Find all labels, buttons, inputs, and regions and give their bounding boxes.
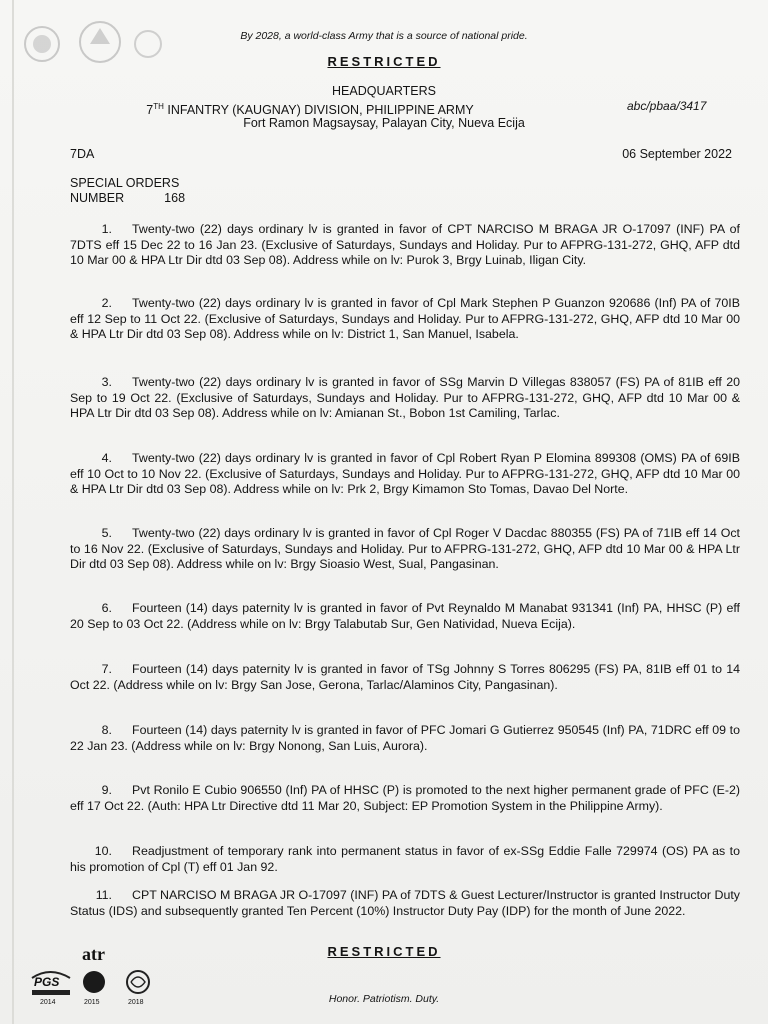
paragraph-text: Readjustment of temporary rank into permanent status in favor of ex-SSg Eddie Falle 729974 (OS) PA as to his promotion of Cpl (T) eff 01 Jan 92.: [70, 844, 740, 874]
paragraph-number: 1.: [101, 222, 112, 236]
reference-code: abc/pbaa/3417: [627, 99, 707, 113]
atr-logo-text: atr: [82, 944, 105, 964]
number-label: NUMBER: [70, 191, 125, 205]
order-paragraph: [70, 601, 740, 632]
restricted-top: RESTRICTED: [327, 54, 441, 69]
order-paragraph: [70, 723, 740, 754]
division-name: INFANTRY (KAUGNAY) DIVISION, PHILIPPINE ARMY: [163, 103, 474, 118]
order-paragraph: [70, 375, 740, 422]
order-paragraph: [70, 844, 740, 875]
paragraph-number: 8.: [101, 723, 112, 737]
paragraph-number: 3.: [101, 375, 112, 389]
paragraph-number: 10.: [94, 844, 112, 858]
paragraph-number: 5.: [101, 526, 112, 540]
paragraph-number: 4.: [101, 451, 112, 465]
paragraph-number: 11.: [95, 888, 112, 902]
paragraph-text: Pvt Ronilo E Cubio 906550 (Inf) PA of HHSC (P) is promoted to the next higher permanent grade of PFC (E-2) eff 17 Oct 22. (Auth: HPA Ltr Directive dtd 11 Mar 20, Subject: EP Promotion System in the Philippine Army).: [70, 783, 740, 813]
order-paragraph: [70, 662, 740, 693]
paragraph-text: Twenty-two (22) days ordinary lv is granted in favor of Cpl Mark Stephen P Guanzon 920686 (Inf) PA of 70IB eff 12 Sep to 11 Oct 22. (Exclusive of Saturdays, Sundays and Holiday. Pur to AFPRG-131-272, GHQ, AFP dtd 10 Mar 00 & HPA Ltr Dir dtd 03 Sep 08). Address while on lv: District 1, San Manuel, Isabela.: [70, 296, 740, 342]
pgs-logo-year: 2014: [40, 999, 56, 1006]
iso-logo-year: 2018: [128, 999, 144, 1006]
document-date: 06 September 2022: [622, 147, 732, 161]
paragraph-text: Fourteen (14) days paternity lv is granted in favor of TSg Johnny S Torres 806295 (FS) PA, 81IB eff 01 to 14 Oct 22. (Address while on lv: Brgy San Jose, Gerona, Tarlac/Alaminos City, Pangasinan).: [70, 662, 740, 692]
restricted-bottom: RESTRICTED: [327, 944, 441, 959]
order-paragraph: [70, 888, 740, 919]
paragraph-text: Twenty-two (22) days ordinary lv is granted in favor of SSg Marvin D Villegas 838057 (FS) PA of 81IB eff 20 Sep to 19 Oct 22. (Exclusive of Saturdays, Sundays and Holiday. Pur to AFPRG-131-272, GHQ, AFP dtd 10 Mar 00 & HPA Ltr Dir dtd 03 Sep 08). Address while on lv: Amianan St., Bobon 1st Camiling, Tarlac.: [70, 375, 740, 421]
paragraph-text: Fourteen (14) days paternity lv is granted in favor of PFC Jomari G Gutierrez 950545 (Inf) PA, 71DRC eff 09 to 22 Jan 23. (Address while on lv: Brgy Nonong, San Luis, Aurora).: [70, 723, 740, 753]
hq-heading: HEADQUARTERS: [332, 84, 436, 98]
order-paragraph: [70, 451, 740, 498]
division-suffix: TH: [153, 102, 164, 111]
order-paragraph: [70, 783, 740, 814]
order-paragraph: [70, 526, 740, 573]
paragraph-number: 7.: [101, 662, 112, 676]
special-orders-block: [70, 176, 185, 206]
special-orders-title: SPECIAL ORDERS: [70, 176, 180, 190]
paragraph-text: Fourteen (14) days paternity lv is granted in favor of Pvt Reynaldo M Manabat 931341 (Inf) PA, HHSC (P) eff 20 Sep to 03 Oct 22. (Address while on lv: Brgy Talabutab Sur, Gen Natividad, Nueva Ecija).: [70, 601, 740, 631]
paragraph-number: 6.: [101, 601, 112, 615]
army-vision-tagline: By 2028, a world-class Army that is a source of national pride.: [240, 30, 528, 42]
unit-code: 7DA: [70, 147, 95, 161]
pgs-logo-text: PGS: [34, 975, 60, 989]
paragraph-text: Twenty-two (22) days ordinary lv is granted in favor of CPT NARCISO M BRAGA JR O-17097 (INF) PA of 7DTS eff 15 Dec 22 to 16 Jan 23. (Exclusive of Saturdays, Sundays and Holiday. Pur to AFPRG-131-272, GHQ, AFP dtd 10 Mar 00 & HPA Ltr Dir dtd 03 Sep 08). Address while on lv: Purok 3, Brgy Luinab, Iligan City.: [70, 222, 740, 268]
paragraph-number: 9.: [101, 783, 112, 797]
paragraph-text: CPT NARCISO M BRAGA JR O-17097 (INF) PA of 7DTS & Guest Lecturer/Instructor is granted Instructor Duty Status (IDS) and subsequently granted Ten Percent (10%) Instructor Duty Pay (IDP) for the month of June 2022.: [70, 888, 740, 918]
order-number: 168: [164, 191, 186, 205]
hq-address: Fort Ramon Magsaysay, Palayan City, Nueva Ecija: [243, 116, 525, 130]
division-number: 7: [146, 103, 154, 118]
atr-logo-year: 2015: [84, 999, 100, 1006]
order-paragraph: [70, 222, 740, 269]
scan-edge-line: [12, 0, 14, 1024]
paragraph-text: Twenty-two (22) days ordinary lv is granted in favor of Cpl Robert Ryan P Elomina 899308 (OMS) PA of 69IB eff 10 Oct to 10 Nov 22. (Exclusive of Saturdays, Sundays and Holiday. Pur to AFPRG-131-272, GHQ, AFP dtd 10 Mar 00 & HPA Ltr Dir dtd 03 Sep 08). Address while on lv: Prk 2, Brgy Kimamon Sto Tomas, Davao Del Norte.: [70, 451, 740, 497]
order-paragraph: [70, 296, 740, 343]
footer-motto: Honor. Patriotism. Duty.: [328, 993, 440, 1005]
paragraph-number: 2.: [101, 296, 112, 310]
paragraph-text: Twenty-two (22) days ordinary lv is granted in favor of Cpl Roger V Dacdac 880355 (FS) PA of 71IB eff 14 Oct to 16 Nov 22. (Exclusive of Saturdays, Sundays and Holiday. Pur to AFPRG-131-272, GHQ, AFP dtd 10 Mar 00 & HPA Ltr Dir dtd 03 Sep 08). Address while on lv: Brgy Sioasio West, Sual, Pangasinan.: [70, 526, 740, 572]
